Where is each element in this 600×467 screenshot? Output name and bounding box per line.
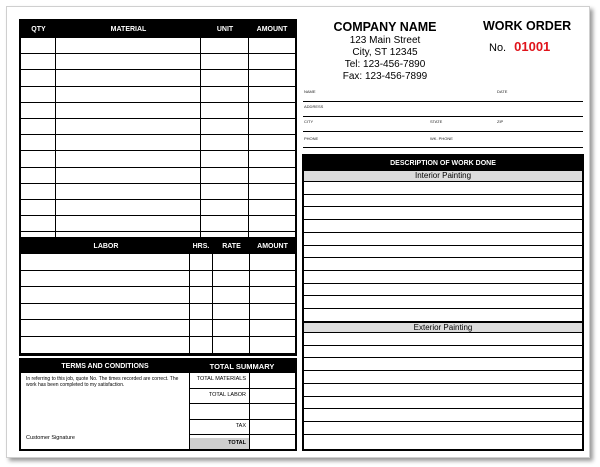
wk-phone-label: WK. PHONE — [430, 136, 453, 141]
description-box — [302, 154, 584, 451]
materials-header-material: MATERIAL — [110, 26, 147, 33]
materials-divider — [200, 38, 201, 237]
company-tel: Tel: 123-456-7890 — [344, 59, 426, 70]
description-row[interactable] — [304, 421, 582, 422]
materials-row[interactable] — [21, 231, 295, 232]
description-rows-exterior — [304, 333, 582, 449]
description-row[interactable] — [304, 232, 582, 233]
labor-row[interactable] — [21, 270, 295, 271]
description-row[interactable] — [304, 194, 582, 195]
materials-row[interactable] — [21, 53, 295, 54]
materials-row[interactable] — [21, 118, 295, 119]
description-row[interactable] — [304, 396, 582, 397]
description-row[interactable] — [304, 245, 582, 246]
materials-divider — [248, 38, 249, 237]
materials-row[interactable] — [21, 167, 295, 168]
materials-table — [19, 19, 297, 239]
work-order-number-line — [489, 39, 550, 54]
company-street: 123 Main Street — [349, 35, 421, 46]
materials-divider — [55, 38, 56, 237]
exterior-painting-heading: Exterior Painting — [304, 322, 582, 333]
materials-row[interactable] — [21, 215, 295, 216]
description-rows-interior — [304, 182, 582, 322]
summary-row[interactable] — [189, 388, 295, 389]
total-label: TOTAL — [228, 440, 246, 446]
city-state-zip-field[interactable] — [303, 131, 583, 132]
labor-header — [21, 239, 295, 254]
description-row[interactable] — [304, 270, 582, 271]
name-label: NAME — [304, 89, 316, 94]
name-field[interactable] — [303, 101, 583, 102]
materials-header-unit: UNIT — [216, 26, 234, 33]
labor-divider — [212, 254, 213, 354]
description-header — [304, 156, 582, 171]
terms-summary-header — [21, 360, 295, 373]
materials-row[interactable] — [21, 199, 295, 200]
description-row[interactable] — [304, 434, 582, 435]
work-order-number: 01001 — [514, 39, 551, 54]
description-row[interactable] — [304, 308, 582, 309]
summary-row[interactable] — [189, 434, 295, 435]
materials-row[interactable] — [21, 69, 295, 70]
state-label: STATE — [430, 119, 443, 124]
description-title: DESCRIPTION OF WORK DONE — [390, 160, 496, 167]
materials-row[interactable] — [21, 183, 295, 184]
materials-row[interactable] — [21, 134, 295, 135]
address-field[interactable] — [303, 116, 583, 117]
summary-row[interactable] — [189, 419, 295, 420]
labor-table — [19, 237, 297, 356]
labor-header-amount: AMOUNT — [257, 243, 288, 250]
description-row[interactable] — [304, 257, 582, 258]
labor-rows — [21, 254, 295, 354]
materials-row[interactable] — [21, 102, 295, 103]
date-label: DATE — [497, 89, 508, 94]
labor-row[interactable] — [21, 336, 295, 337]
description-row[interactable] — [304, 206, 582, 207]
company-fax: Fax: 123-456-7899 — [342, 71, 428, 82]
labor-header-hrs: HRS. — [192, 243, 210, 250]
description-row[interactable] — [304, 383, 582, 384]
phone-field[interactable] — [303, 147, 583, 148]
zip-label: ZIP — [497, 119, 504, 124]
materials-row[interactable] — [21, 150, 295, 151]
company-name: COMPANY NAME — [333, 20, 437, 34]
description-row[interactable] — [304, 408, 582, 409]
description-row[interactable] — [304, 295, 582, 296]
materials-header-amount: AMOUNT — [256, 26, 288, 33]
labor-row[interactable] — [21, 353, 295, 354]
description-row[interactable] — [304, 283, 582, 284]
materials-header-qty: QTY — [31, 26, 46, 33]
work-order-title: WORK ORDER — [483, 19, 572, 33]
description-row[interactable] — [304, 219, 582, 220]
terms-title: TERMS AND CONDITIONS — [61, 363, 149, 370]
phone-label: PHONE — [304, 136, 319, 141]
address-label: ADDRESS — [304, 104, 324, 109]
labor-row[interactable] — [21, 303, 295, 304]
company-city: City, ST 12345 — [352, 47, 418, 58]
work-order-no-label: No. — [489, 42, 507, 54]
labor-divider — [249, 254, 250, 354]
tax-label: TAX — [235, 423, 246, 429]
description-row[interactable] — [304, 370, 582, 371]
total-materials-label: TOTAL MATERIALS — [196, 376, 246, 382]
terms-text: In referring to this job, quote No. The times recorded are correct. The work has been completed to my satisfaction. — [26, 376, 179, 388]
company-block — [325, 20, 445, 83]
summary-row[interactable] — [189, 403, 295, 404]
customer-signature-label: Customer Signature — [26, 435, 75, 441]
total-labor-label: TOTAL LABOR — [208, 392, 246, 398]
description-row[interactable] — [304, 345, 582, 346]
city-label: CITY — [304, 119, 314, 124]
labor-divider — [189, 254, 190, 354]
interior-painting-heading: Interior Painting — [304, 171, 582, 182]
summary-title: TOTAL SUMMARY — [209, 362, 275, 371]
labor-row[interactable] — [21, 319, 295, 320]
materials-row[interactable] — [21, 86, 295, 87]
description-row[interactable] — [304, 357, 582, 358]
labor-header-rate: RATE — [222, 243, 241, 250]
materials-header — [21, 21, 295, 38]
work-order-form — [6, 6, 590, 458]
materials-rows — [21, 38, 295, 237]
labor-row[interactable] — [21, 286, 295, 287]
terms-summary-box — [19, 358, 297, 451]
labor-header-labor: LABOR — [93, 243, 119, 250]
